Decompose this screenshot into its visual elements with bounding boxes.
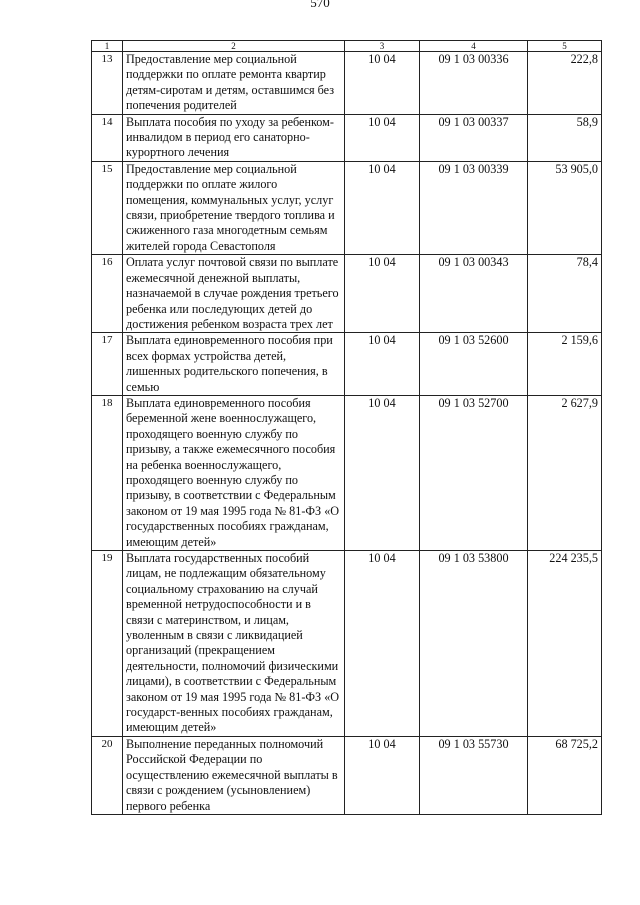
- column-header-section: 3: [345, 41, 420, 52]
- table-row: [92, 395, 602, 550]
- row-section: 10 04: [345, 52, 420, 115]
- row-number: 19: [92, 551, 123, 737]
- row-number: 17: [92, 333, 123, 396]
- row-name: Предоставление мер социальной поддержки по оплате ремонта квартир детям-сиротам и детям, оставшимся без попечения родителей: [123, 52, 345, 115]
- column-header-code: 4: [420, 41, 528, 52]
- row-section: 10 04: [345, 395, 420, 550]
- row-code: 09 1 03 53800: [420, 551, 528, 737]
- row-amount: 224 235,5: [528, 551, 602, 737]
- row-name: Выполнение переданных полномочий Российской Федерации по осуществлению ежемесячной выплаты в связи с рождением (усыновлением) первого ребенка: [123, 736, 345, 814]
- row-amount: 68 725,2: [528, 736, 602, 814]
- row-section: 10 04: [345, 114, 420, 161]
- row-section: 10 04: [345, 736, 420, 814]
- row-name: Выплата пособия по уходу за ребенком-инвалидом в период его санаторно-курортного лечения: [123, 114, 345, 161]
- row-number: 20: [92, 736, 123, 814]
- row-code: 09 1 03 55730: [420, 736, 528, 814]
- row-amount: 2 159,6: [528, 333, 602, 396]
- row-section: 10 04: [345, 551, 420, 737]
- row-section: 10 04: [345, 333, 420, 396]
- table-row: [92, 114, 602, 161]
- table-row: [92, 333, 602, 396]
- table-row: [92, 52, 602, 115]
- row-number: 13: [92, 52, 123, 115]
- column-header-amount: 5: [528, 41, 602, 52]
- column-header-number: 1: [92, 41, 123, 52]
- row-code: 09 1 03 00337: [420, 114, 528, 161]
- row-code: 09 1 03 00339: [420, 161, 528, 254]
- page-number: 570: [310, 0, 330, 10]
- column-header-name: 2: [123, 41, 345, 52]
- row-amount: 2 627,9: [528, 395, 602, 550]
- row-number: 18: [92, 395, 123, 550]
- table-row: [92, 736, 602, 814]
- row-amount: 58,9: [528, 114, 602, 161]
- row-amount: 222,8: [528, 52, 602, 115]
- row-number: 15: [92, 161, 123, 254]
- row-name: Выплата государственных пособий лицам, не подлежащим обязательному социальному страхованию на случай временной нетрудоспособности и в связи с материнством, и лицам, уволенным в связи с ликвидацией организаций (прекращением деятельности, полномочий физическими лицами), в соответствии с Федеральным законом от 19 мая 1995 года № 81-ФЗ «О государст-венных пособиях гражданам, имеющим детей»: [123, 551, 345, 737]
- row-name: Выплата единовременного пособия беременной жене военнослужащего, проходящего военную службу по призыву, а также ежемесячного пособия на ребенка военнослужащего, проходящего военную службу по призыву, в соответствии с Федеральным законом от 19 мая 1995 года № 81-ФЗ «О государственных пособиях гражданам, имеющим детей»: [123, 395, 345, 550]
- row-name: Оплата услуг почтовой связи по выплате ежемесячной денежной выплаты, назначаемой в случае рождения третьего ребенка или последующих детей до достижения ребенком возраста трех лет: [123, 255, 345, 333]
- row-code: 09 1 03 52600: [420, 333, 528, 396]
- budget-table: [91, 40, 602, 815]
- row-amount: 53 905,0: [528, 161, 602, 254]
- row-number: 14: [92, 114, 123, 161]
- row-code: 09 1 03 00343: [420, 255, 528, 333]
- row-section: 10 04: [345, 255, 420, 333]
- header-row: [92, 41, 602, 52]
- row-code: 09 1 03 00336: [420, 52, 528, 115]
- row-number: 16: [92, 255, 123, 333]
- row-name: Выплата единовременного пособия при всех формах устройства детей, лишенных родительского попечения, в семью: [123, 333, 345, 396]
- row-amount: 78,4: [528, 255, 602, 333]
- table-row: [92, 161, 602, 254]
- table-row: [92, 551, 602, 737]
- row-code: 09 1 03 52700: [420, 395, 528, 550]
- row-name: Предоставление мер социальной поддержки по оплате жилого помещения, коммунальных услуг, услуг связи, приобретение твердого топлива и сжиженного газа многодетным семьям жителей города Севастополя: [123, 161, 345, 254]
- row-section: 10 04: [345, 161, 420, 254]
- table-row: [92, 255, 602, 333]
